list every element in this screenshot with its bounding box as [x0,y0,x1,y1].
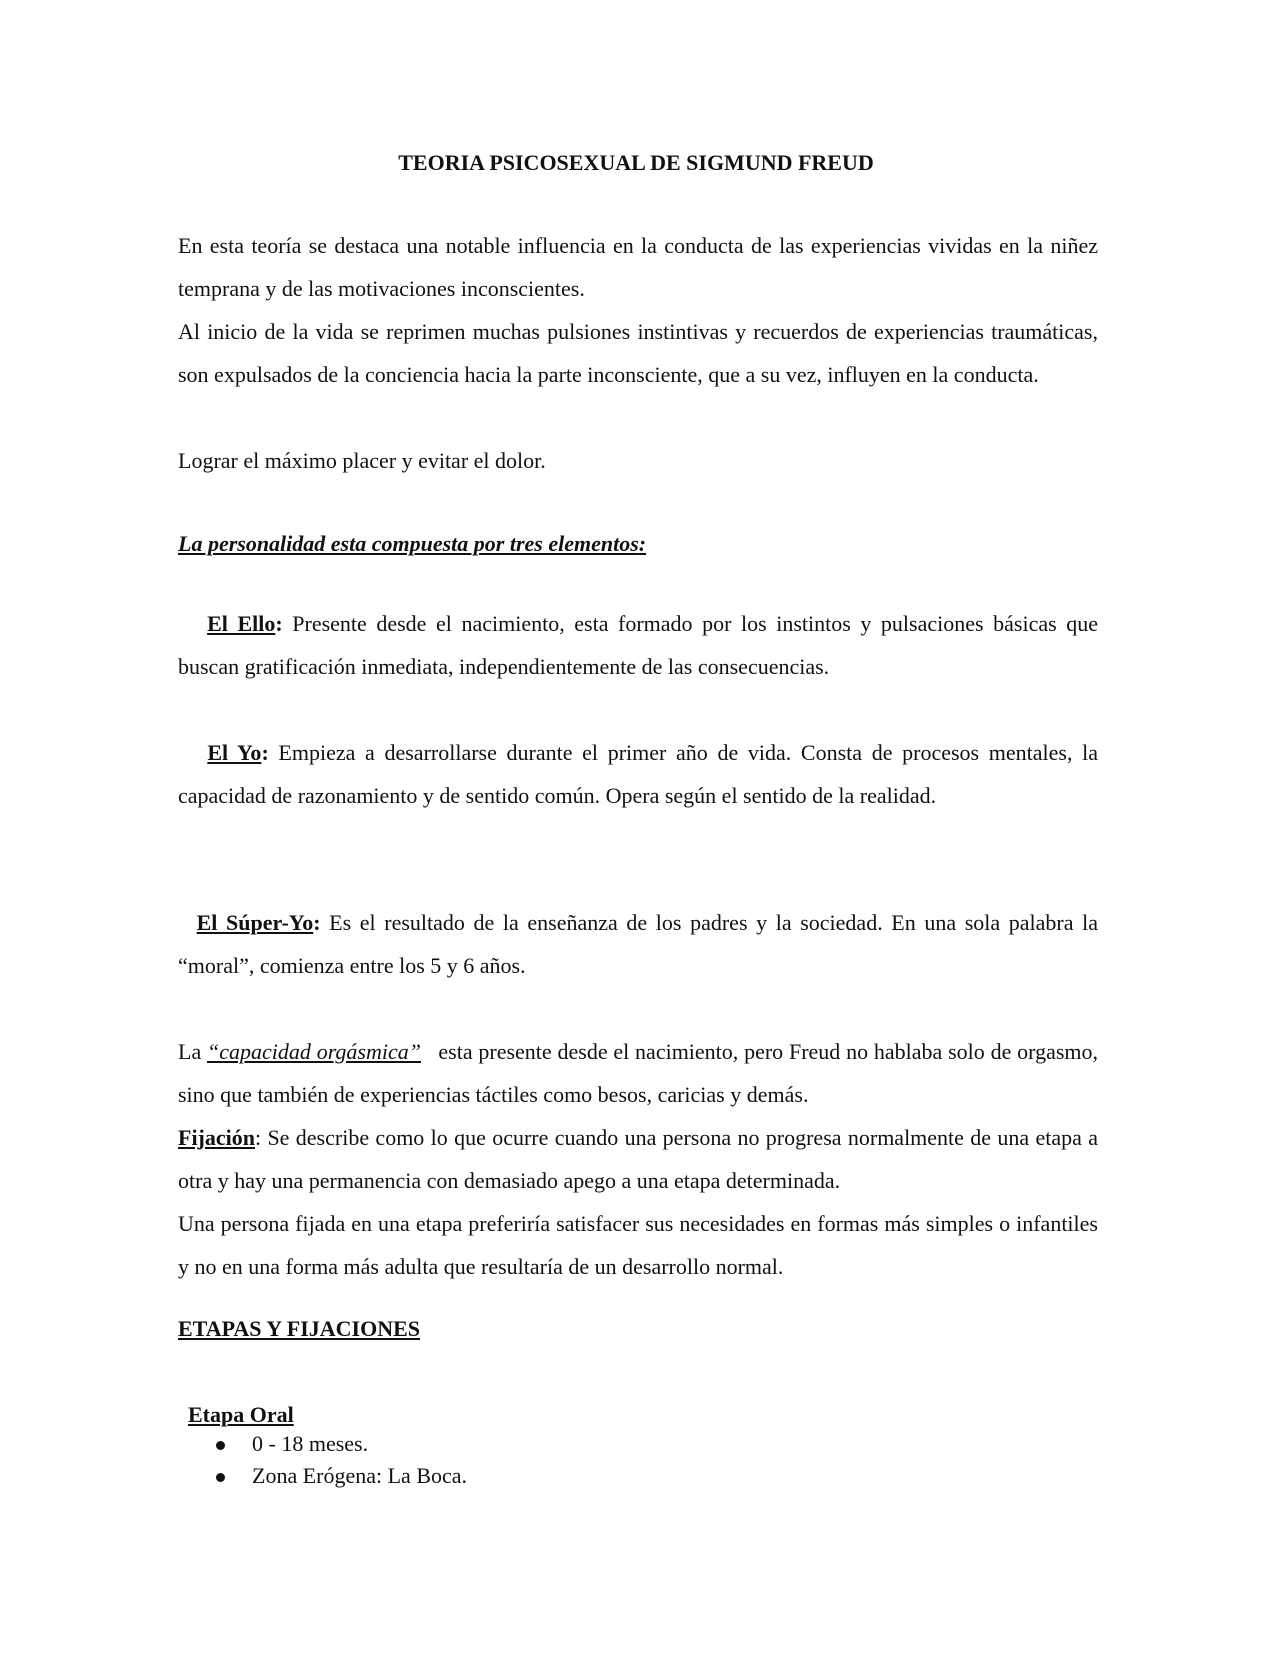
document-title: TEORIA PSICOSEXUAL DE SIGMUND FREUD [398,150,874,175]
oral-stage-list [212,1428,467,1492]
fixation-paragraph [178,1116,1098,1202]
element-text-super-yo: Es el resultado de la enseñanza de los padres y la sociedad. En una sola palabra la “moral”, comienza entre los 5 y 6 años. [178,910,1099,978]
element-yo [178,731,1098,817]
intro-paragraph-1: En esta teoría se destaca una notable influencia en la conducta de las experiencias vividas en la niñez temprana y de las motivaciones inconscientes. [178,233,1098,301]
oral-stage-heading [178,1402,294,1428]
fixation-note: Una persona fijada en una etapa preferiría satisfacer sus necesidades en formas más simples o infantiles y no en una forma más adulta que resultaría de un desarrollo normal. [178,1211,1098,1279]
element-colon: : [261,740,269,765]
capacity-text: esta presente desde el nacimiento, pero Freud no hablaba solo de orgasmo, sino que también de experiencias táctiles como besos, caricias y demás. [178,1039,1104,1107]
element-name-ello: El Ello [207,611,276,636]
element-colon: : [313,910,321,935]
personality-heading-colon: : [638,531,647,556]
element-text-yo: Empieza a desarrollarse durante el primer año de vida. Consta de procesos mentales, la capacidad de razonamiento y de sentido común. Opera según el sentido de la realidad. [178,740,1099,808]
element-name-super-yo: El Súper-Yo [196,910,314,935]
capacity-paragraph [178,1030,1104,1116]
capacity-prefix: La [178,1039,208,1064]
oral-stage-label: Etapa Oral [188,1402,294,1427]
element-super-yo [178,901,1098,987]
list-item: 0 - 18 meses. [212,1428,467,1460]
personality-heading-text: La personalidad esta compuesta por tres elementos [178,531,639,556]
element-ello [178,602,1098,688]
intro-paragraph-3: Lograr el máximo placer y evitar el dolor. [178,448,546,473]
fixation-term: Fijación [178,1125,255,1150]
capacity-term: “capacidad orgásmica” [207,1039,421,1064]
element-colon: : [275,611,283,636]
stages-heading: ETAPAS Y FIJACIONES [178,1316,421,1341]
intro-paragraph-2: Al inicio de la vida se reprimen muchas pulsiones instintivas y recuerdos de experiencias traumáticas, son expulsados de la conciencia hacia la parte inconsciente, que a su vez, influyen en la conducta. [178,319,1098,387]
personality-heading [178,531,646,557]
element-name-yo: El Yo [207,740,262,765]
element-text-ello: Presente desde el nacimiento, esta formado por los instintos y pulsaciones básicas que buscan gratificación inmediata, independientemente de las consecuencias. [178,611,1098,679]
fixation-text: : Se describe como lo que ocurre cuando una persona no progresa normalmente de una etapa a otra y hay una permanencia con demasiado apego a una etapa determinada. [178,1125,1098,1193]
list-item: Zona Erógena: La Boca. [212,1460,467,1492]
